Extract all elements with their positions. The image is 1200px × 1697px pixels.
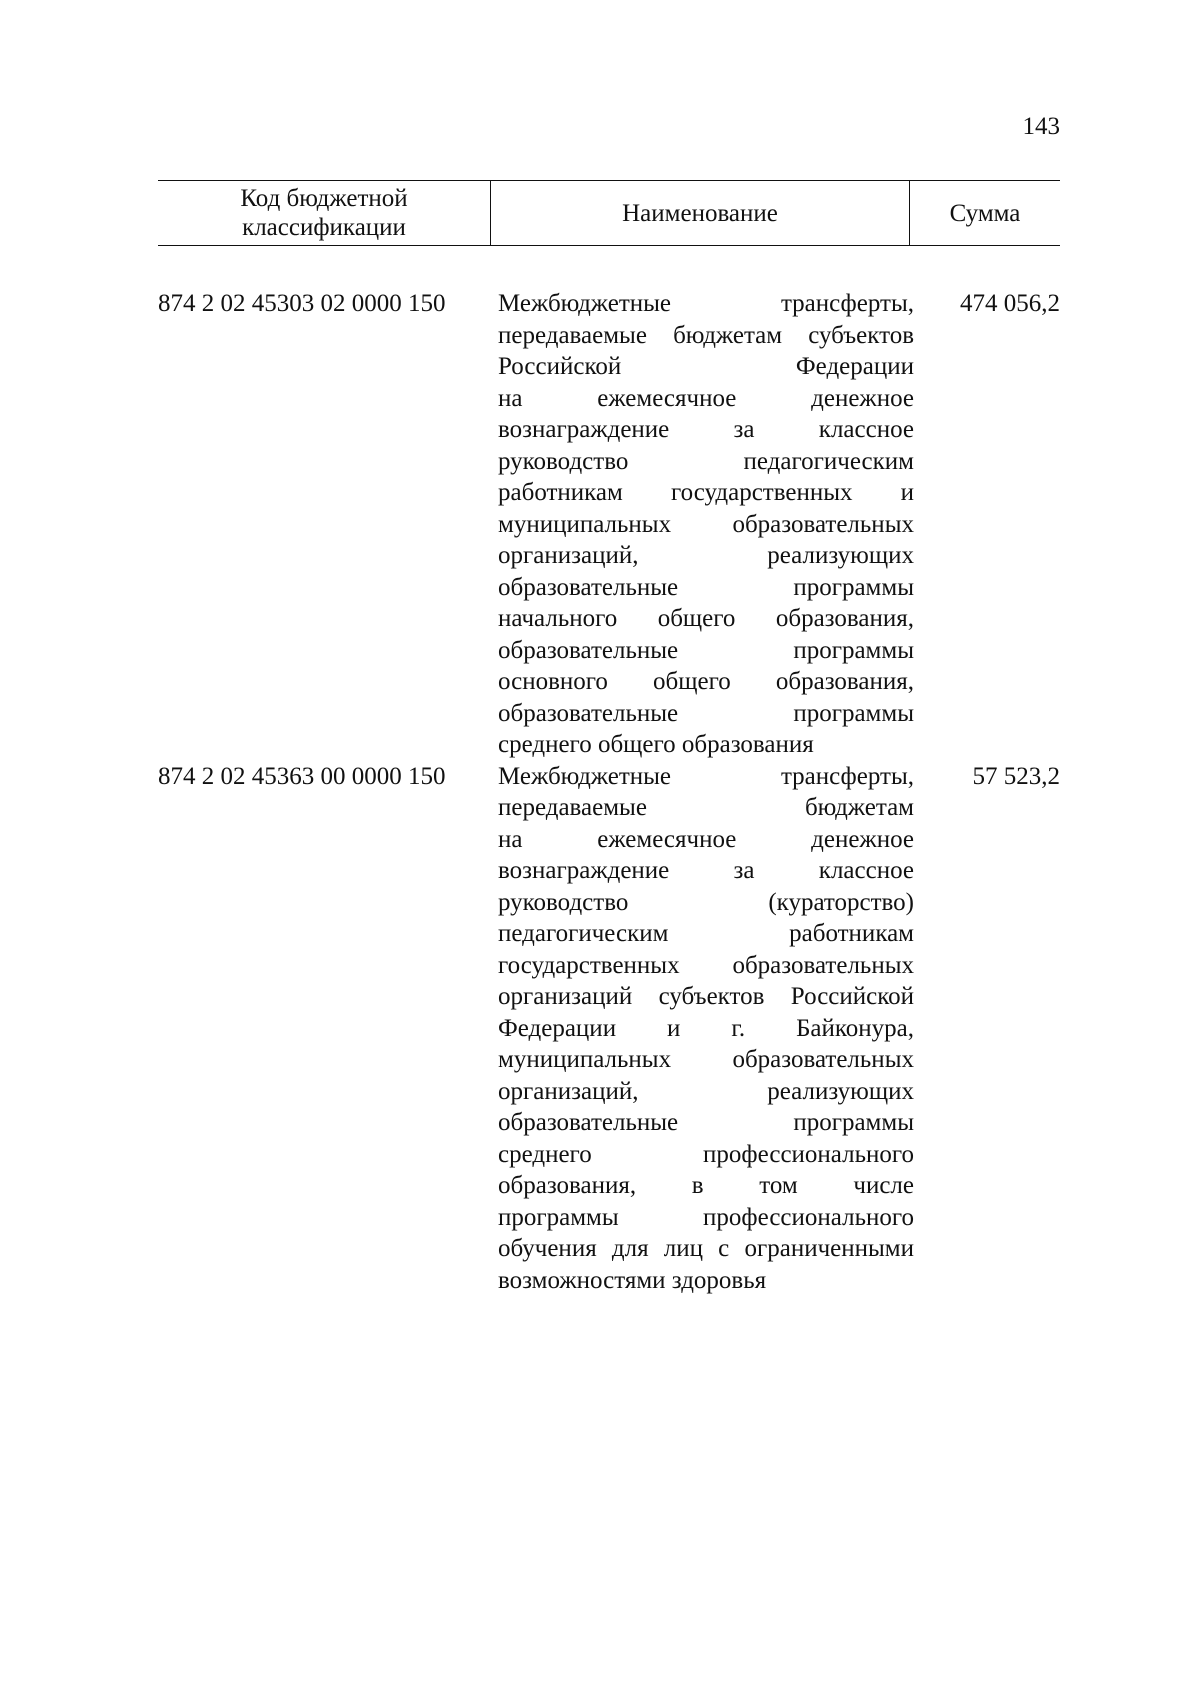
row-name-line: руководство педагогическим [498,447,914,475]
row-code: 874 2 02 45303 02 0000 150 [158,290,446,317]
row-name-line: основного общего образования, [498,668,914,695]
row-name-line: вознаграждение за классное [498,857,914,884]
row-name-line: образования, в том числе [498,1172,914,1199]
row-name-line: среднего общего образования [498,731,814,758]
row-name-line: передаваемые бюджетам [498,794,914,821]
row-name-line: образовательные программы [498,573,914,601]
row-name-line: Межбюджетные трансферты, [498,290,914,317]
row-name-line: руководство (кураторство) [498,888,914,916]
row-name-line: вознаграждение за классное [498,416,914,443]
header-sum [910,181,1060,245]
row-name-line: начального общего образования, [498,605,914,632]
row-name-line: среднего профессионального [498,1140,914,1168]
header-name [490,181,910,245]
row-name-line: на ежемесячное денежное [498,384,914,412]
row-name-line: на ежемесячное денежное [498,825,914,853]
table-row [158,761,1060,1297]
row-name-line: программы профессионального [498,1203,914,1231]
row-name-line: государственных образовательных [498,951,914,979]
header-sum-label: Сумма [949,199,1021,227]
row-name-line: образовательные программы [498,699,914,727]
row-name-line: работникам государственных и [498,479,914,506]
header-code [158,181,490,245]
header-name-label: Наименование [622,199,778,227]
row-name-line: Федерации и г. Байконура, [498,1014,914,1042]
row-sum: 474 056,2 [960,290,1060,317]
row-sum: 57 523,2 [972,762,1060,790]
row-name-line: организаций, реализующих [498,1077,914,1105]
row-name-line: образовательные программы [498,1109,914,1136]
row-name-line: организаций, реализующих [498,542,914,569]
row-name-line: Межбюджетные трансферты, [498,762,914,790]
row-name-line: организаций субъектов Российской [498,983,914,1010]
row-name-line: педагогическим работникам [498,920,914,947]
page-number: 143 [1022,113,1060,140]
header-code-label: Код бюджетной классификации [240,185,408,241]
row-name-line: обучения для лиц с ограниченными [498,1235,914,1262]
row-name-line: Российской Федерации [498,353,914,380]
row-name-line: муниципальных образовательных [498,510,914,538]
row-code: 874 2 02 45363 00 0000 150 [158,762,446,790]
table-body [158,288,1060,1296]
row-name-line: передаваемые бюджетам субъектов [498,321,914,349]
table-header [158,180,1060,246]
row-name-line: образовательные программы [498,636,914,664]
row-name-line: возможностями здоровья [498,1266,767,1294]
table-row [158,288,1060,761]
row-name [498,288,914,761]
row-name [498,761,914,1297]
row-name-line: муниципальных образовательных [498,1046,914,1073]
